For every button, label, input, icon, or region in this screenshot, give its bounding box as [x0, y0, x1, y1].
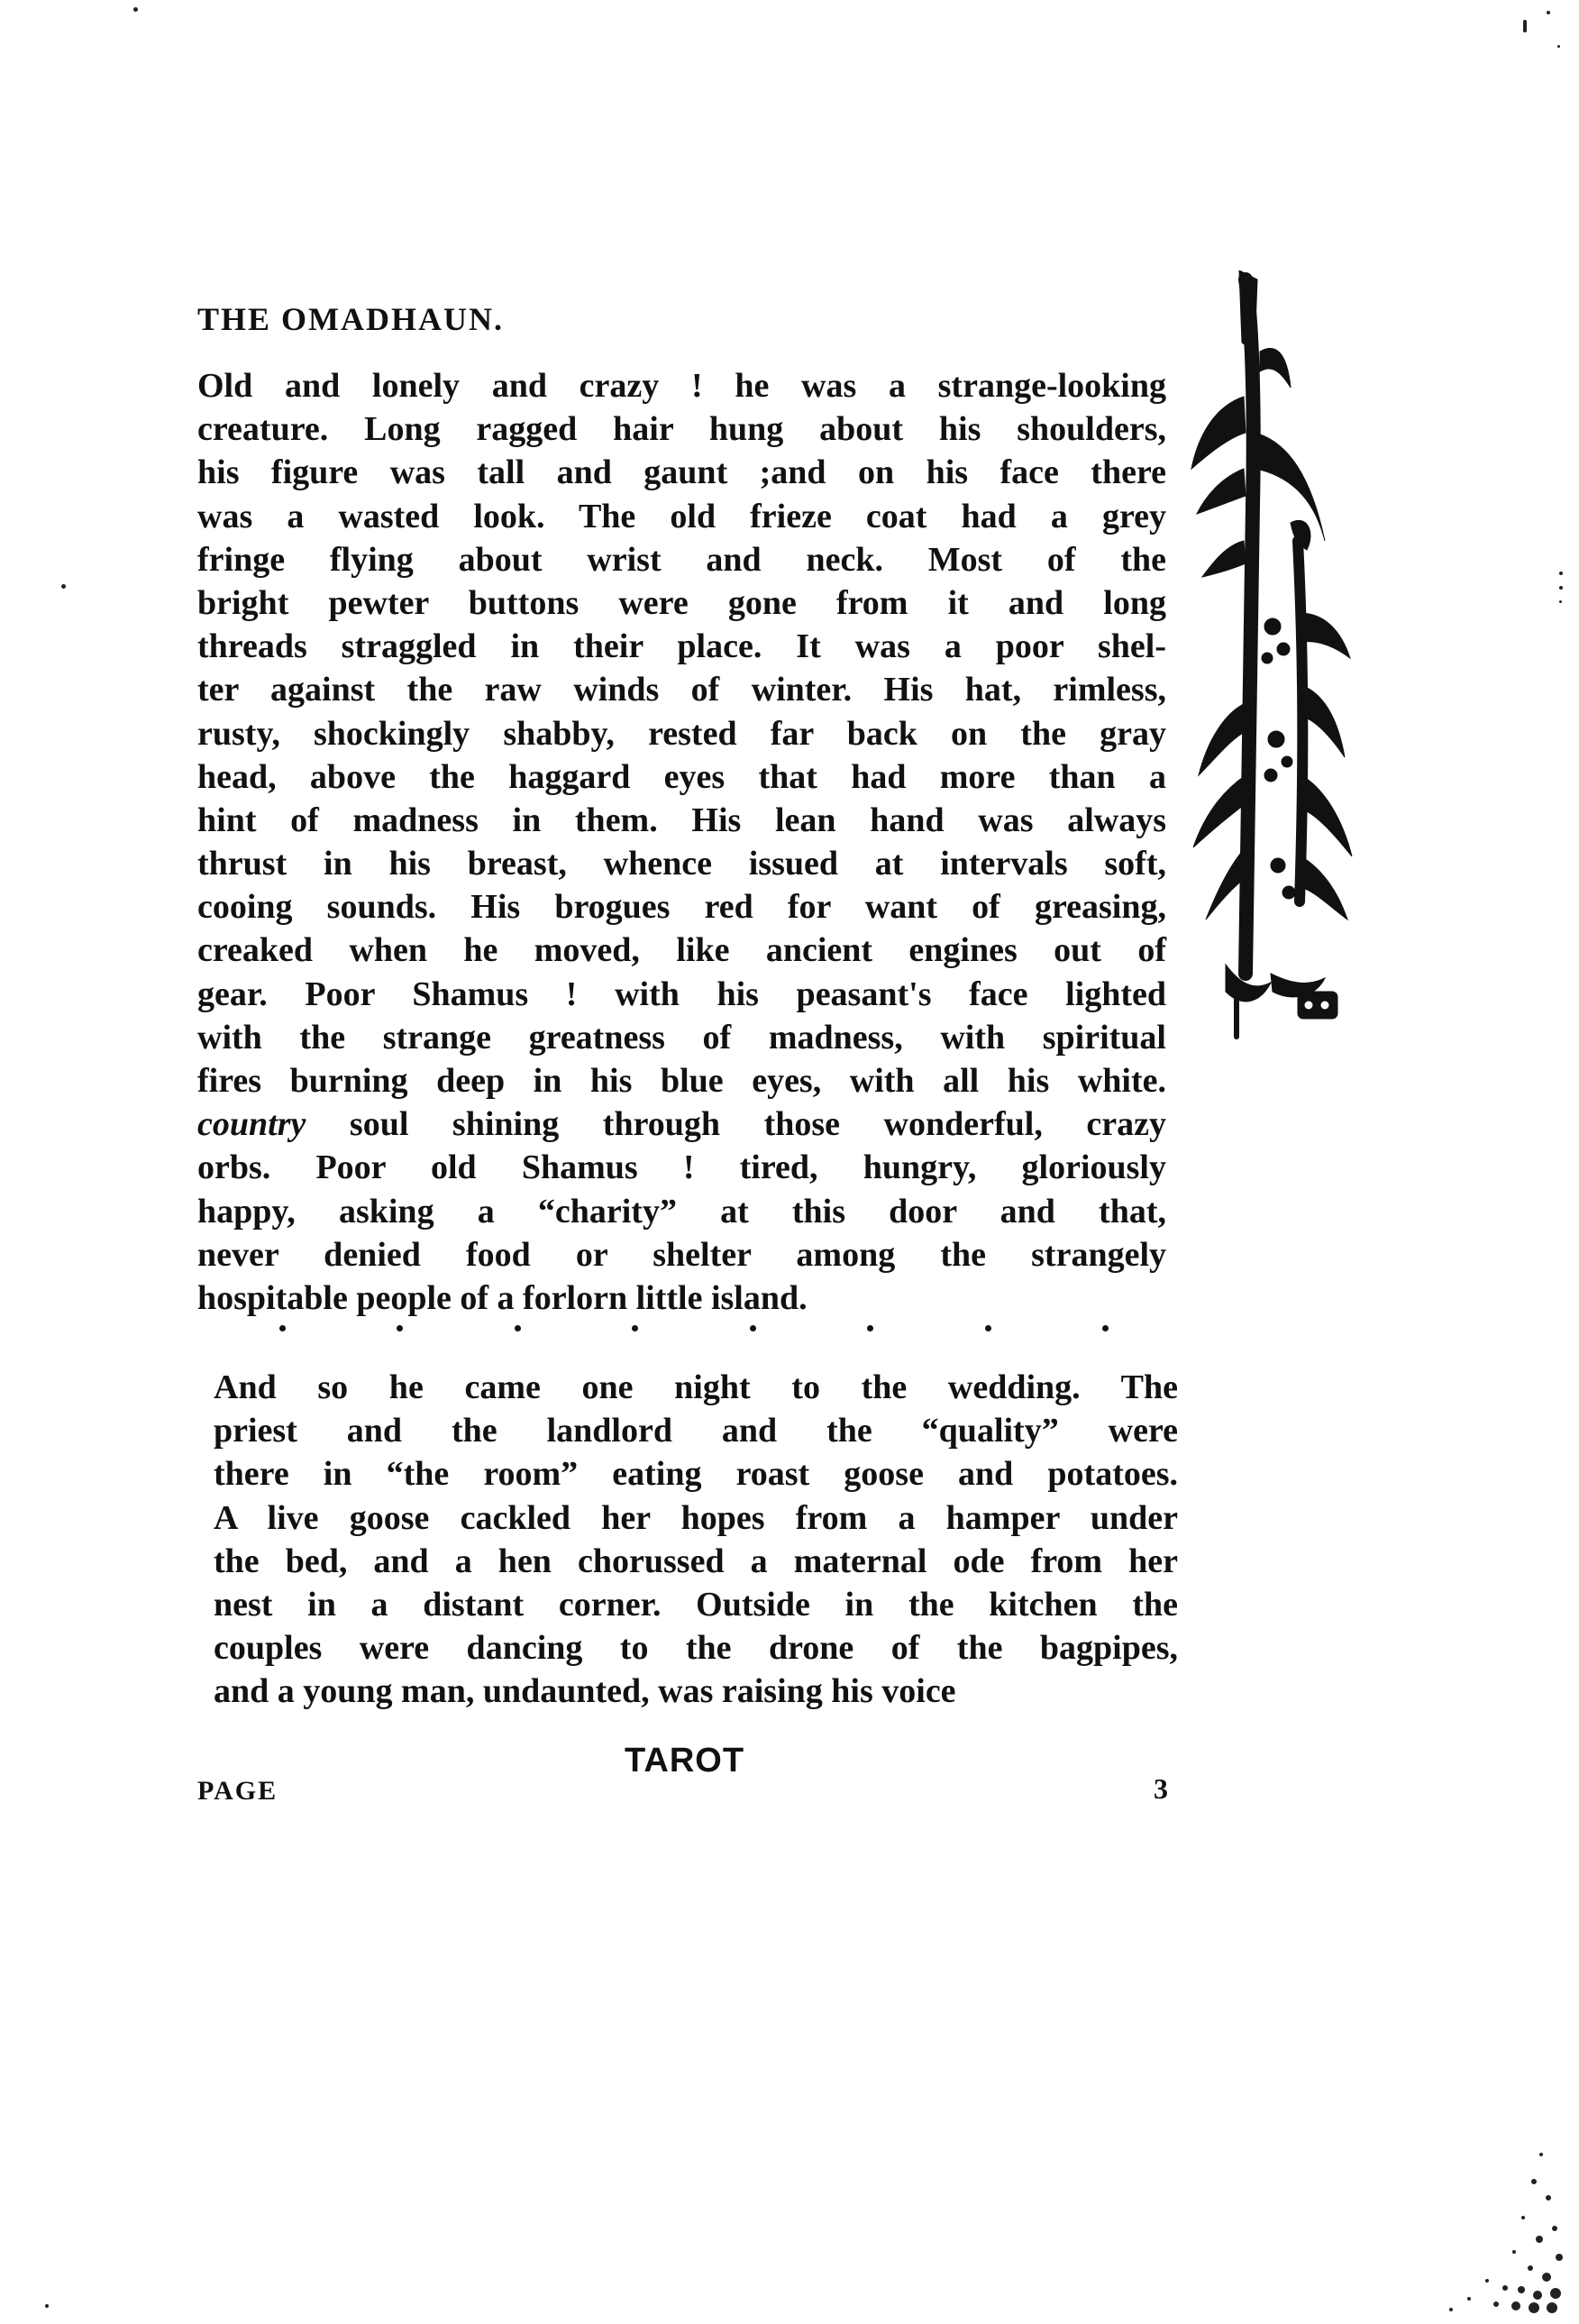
scan-speck: [1557, 45, 1560, 48]
text-line: hint of madness in them. His lean hand was always: [197, 801, 1166, 839]
text-line: thrust in his breast, whence issued at intervals soft,: [197, 845, 1166, 883]
text-line: rusty, shockingly shabby, rested far back on the gray: [197, 714, 1166, 753]
emphasis-word: country: [197, 1105, 306, 1144]
scan-speck: [1559, 600, 1562, 603]
running-title: THE OMADHAUN.: [197, 301, 504, 337]
text-line: and a young man, undaunted, was raising his voice: [214, 1672, 956, 1711]
text-line: couples were dancing to the drone of the bagpipes,: [214, 1629, 1178, 1668]
dot: [985, 1325, 991, 1331]
text-line: hospitable people of a forlorn little island.: [197, 1278, 808, 1317]
dot: [1102, 1325, 1109, 1331]
text-line: creaked when he moved, like ancient engines out of: [197, 931, 1166, 970]
text-line: A live goose cackled her hopes from a hamper under: [214, 1498, 1178, 1537]
text-line: head, above the haggard eyes that had more than a: [197, 757, 1166, 796]
scan-speck: [133, 7, 138, 12]
section-break-dots: [279, 1325, 1109, 1331]
text-line: And so he came one night to the wedding. The: [214, 1368, 1178, 1406]
text-line: with the strange greatness of madness, with spiritual: [197, 1018, 1166, 1057]
text-line: fringe flying about wrist and neck. Most of the: [197, 540, 1166, 579]
footer-left-label: PAGE: [197, 1776, 278, 1806]
text-line: ter against the raw winds of winter. His hat, rimless,: [197, 671, 1166, 709]
text-line: nest in a distant corner. Outside in the kitchen the: [214, 1585, 1178, 1624]
text-line: there in “the room” eating roast goose and potatoes.: [214, 1455, 1178, 1494]
text-line: the bed, and a hen chorussed a maternal ode from her: [214, 1542, 1178, 1580]
page-number: 3: [1154, 1772, 1168, 1805]
dot: [279, 1325, 286, 1331]
text-line: gear. Poor Shamus ! with his peasant's face lighted: [197, 974, 1166, 1013]
text-line: fires burning deep in his blue eyes, with all his white.: [197, 1062, 1166, 1100]
text-line: creature. Long ragged hair hung about his shoulders,: [197, 410, 1166, 449]
scan-speck: [1523, 20, 1527, 32]
text-line: country soul shining through those wonderful, crazy: [197, 1105, 1166, 1144]
dot: [750, 1325, 756, 1331]
text-line: never denied food or shelter among the strangely: [197, 1235, 1166, 1274]
text-line: his figure was tall and gaunt ;and on his face there: [197, 453, 1166, 492]
footer-center-label: TAROT: [625, 1742, 745, 1780]
text-line: Old and lonely and crazy ! he was a strange-looking: [197, 367, 1166, 405]
scan-speck: [45, 2304, 49, 2308]
dot: [397, 1325, 403, 1331]
text-line: orbs. Poor old Shamus ! tired, hungry, gloriously: [197, 1148, 1166, 1187]
paragraph-2: [214, 1366, 1178, 1714]
text-line: was a wasted look. The old frieze coat had a grey: [197, 497, 1166, 535]
dot: [867, 1325, 873, 1331]
botanical-reed-ornament-icon: [1190, 270, 1361, 1046]
text-line: priest and the landlord and the “quality” were: [214, 1412, 1178, 1450]
paragraph-1: [197, 364, 1166, 1320]
text-line: happy, asking a “charity” at this door and that,: [197, 1192, 1166, 1231]
dot: [515, 1325, 521, 1331]
text-line: bright pewter buttons were gone from it and long: [197, 583, 1166, 622]
scan-speck: [61, 584, 66, 589]
scan-speck: [1547, 11, 1550, 14]
text-line: threads straggled in their place. It was a poor shel-: [197, 627, 1166, 666]
dot: [632, 1325, 638, 1331]
scan-speck: [1559, 572, 1563, 575]
text-line: cooing sounds. His brogues red for want of greasing,: [197, 888, 1166, 927]
scan-noise-corner: [1433, 2146, 1568, 2317]
scan-speck: [1559, 586, 1563, 590]
